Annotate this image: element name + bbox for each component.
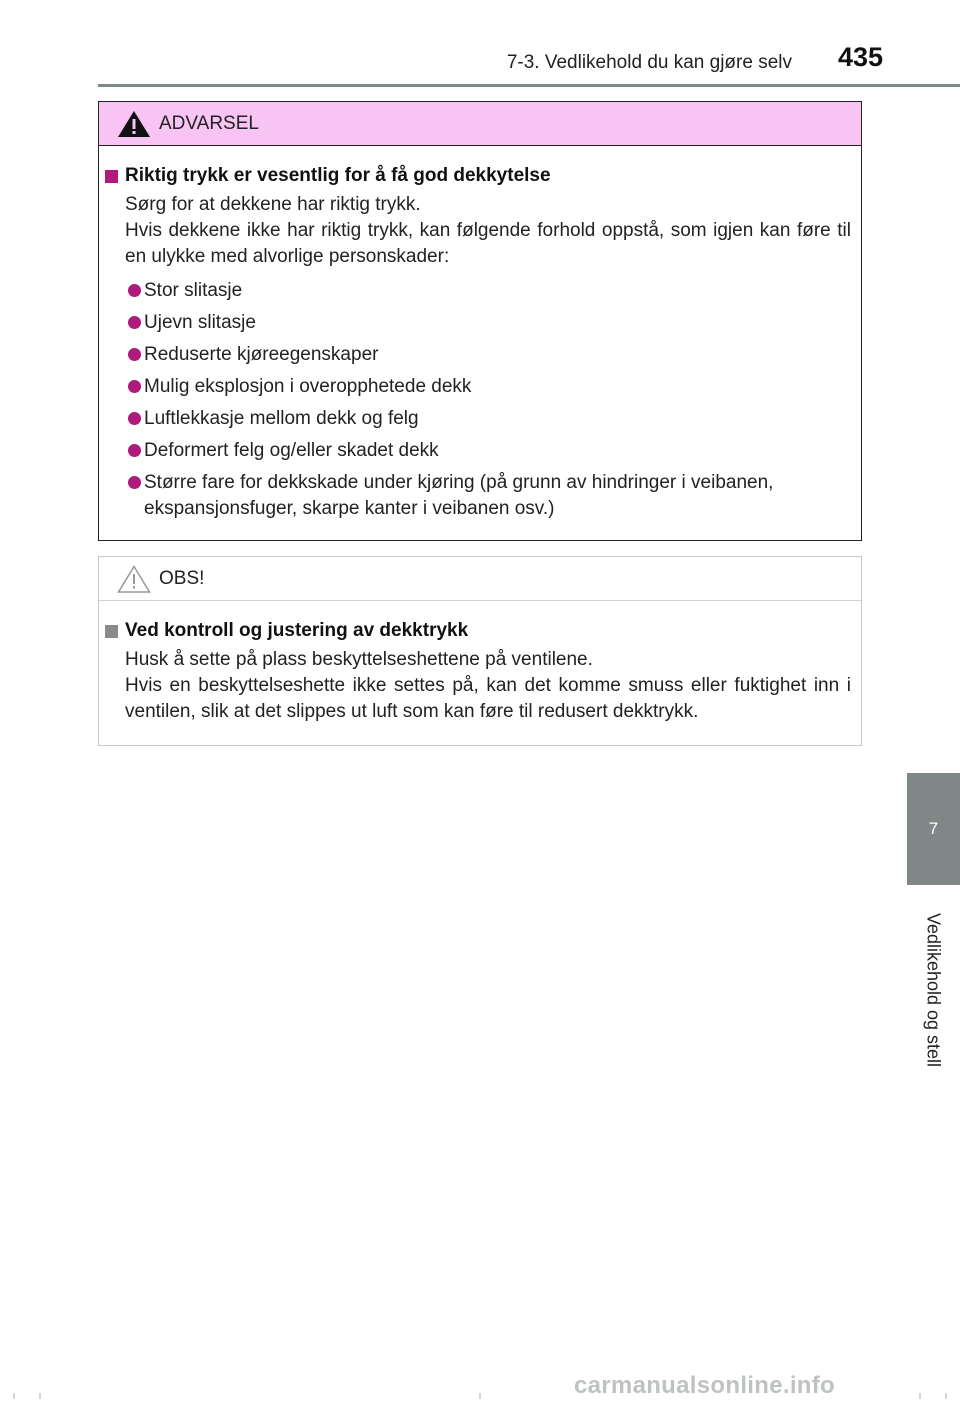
warning-bullet-list: [105, 278, 851, 522]
list-item: [105, 438, 851, 464]
list-item-text: Stor slitasje: [144, 280, 243, 301]
notice-heading: [105, 617, 851, 645]
round-bullet-icon: [128, 476, 141, 489]
chapter-label: Vedlikehold og stell: [923, 912, 944, 1068]
header-section-title: 7-3. Vedlikehold du kan gjøre selv: [506, 52, 792, 73]
list-item-text: Mulig eksplosjon i overopphetede dekk: [144, 376, 472, 397]
notice-box-title: OBS!: [159, 567, 205, 589]
list-item: [105, 374, 851, 400]
list-item: [105, 278, 851, 304]
round-bullet-icon: [128, 284, 141, 297]
list-item-text: Reduserte kjøreegenskaper: [144, 344, 379, 365]
warning-paragraph: Hvis dekkene ikke har riktig trykk, kan følgende forhold oppstå, som igjen kan føre til en ulykke med alvorlige personskader:: [125, 220, 851, 267]
list-item-text: Luftlekkasje mellom dekk og felg: [144, 408, 419, 429]
chapter-tab: [907, 773, 960, 885]
list-item: [105, 310, 851, 336]
caution-triangle-icon: [117, 565, 151, 593]
notice-box-header: [99, 557, 861, 601]
warning-box-header: [99, 102, 861, 146]
round-bullet-icon: [128, 444, 141, 457]
notice-heading-text: Ved kontroll og justering av dekktrykk: [125, 620, 469, 641]
round-bullet-icon: [128, 412, 141, 425]
warning-heading: [105, 162, 851, 190]
warning-triangle-icon: [117, 110, 151, 138]
list-item-text: Deformert felg og/eller skadet dekk: [144, 440, 439, 461]
warning-box: [98, 101, 862, 541]
notice-paragraph: Husk å sette på plass beskyttelseshettene på ventilene.: [125, 649, 593, 670]
warning-box-title: ADVARSEL: [159, 112, 259, 134]
warning-box-body: [99, 146, 861, 522]
warning-heading-text: Riktig trykk er vesentlig for å få god dekkytelse: [125, 165, 551, 186]
list-item: [105, 406, 851, 432]
list-item: [105, 342, 851, 368]
round-bullet-icon: [128, 316, 141, 329]
notice-box: [98, 556, 862, 746]
list-item-text: Større fare for dekkskade under kjøring (på grunn av hindringer i veibanen, ekspansjonsfuger, skarpe kanter i veibanen osv.): [144, 472, 774, 519]
notice-box-body: [99, 601, 861, 725]
list-item: [105, 470, 851, 522]
header-rule: [98, 84, 960, 87]
page-number: 435: [838, 42, 884, 72]
list-item-text: Ujevn slitasje: [144, 312, 256, 333]
square-bullet-icon: [105, 625, 118, 638]
footer-watermark: carmanualsonline.info: [574, 1372, 836, 1399]
round-bullet-icon: [128, 380, 141, 393]
square-bullet-icon: [105, 170, 118, 183]
chapter-number: 7: [928, 819, 939, 838]
round-bullet-icon: [128, 348, 141, 361]
crop-marks: [0, 1393, 960, 1399]
warning-paragraph: Sørg for at dekkene har riktig trykk.: [125, 194, 421, 215]
notice-paragraph: Hvis en beskyttelseshette ikke settes på, kan det komme smuss eller fuktighet inn i ventilen, slik at det slippes ut luft som kan føre til redusert dekktrykk.: [125, 675, 851, 722]
